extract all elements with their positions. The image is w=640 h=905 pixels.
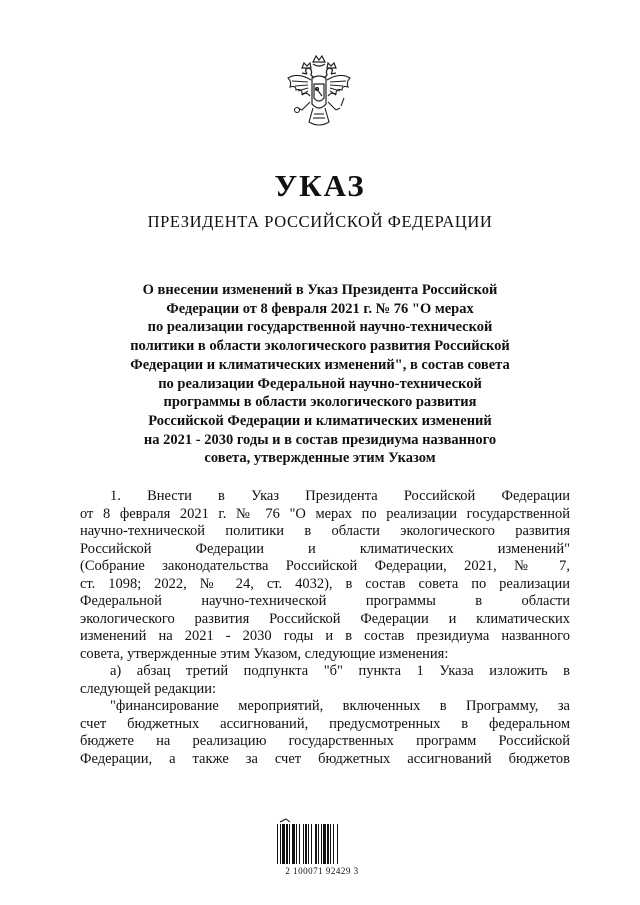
body-line: ст. 1098; 2022, № 24, ст. 4032), в состав совета по реализации bbox=[80, 575, 570, 592]
decree-body bbox=[80, 488, 570, 768]
title-line: по реализации государственной научно-технической bbox=[147, 319, 493, 336]
issuer-heading: ПРЕЗИДЕНТА РОССИЙСКОЙ ФЕДЕРАЦИИ bbox=[147, 212, 493, 231]
title-line: на 2021 - 2030 годы и в состав президиума названного bbox=[143, 431, 497, 448]
title-line: совета, утвержденные этим Указом bbox=[204, 450, 436, 467]
body-line: следующей редакции: bbox=[80, 680, 217, 697]
title-line: О внесении изменений в Указ Президента Российской bbox=[142, 282, 498, 298]
body-line: Федеральной научно-технической программы в области bbox=[80, 593, 570, 609]
title-line: по реализации Федеральной научно-технической bbox=[158, 375, 482, 392]
barcode-icon bbox=[276, 818, 362, 872]
decree-title bbox=[80, 281, 560, 468]
body-line: "финансирование мероприятий, включенных в Программу, за bbox=[110, 698, 570, 714]
body-line: совета, утвержденные этим Указом, следующие изменения: bbox=[80, 645, 449, 662]
body-line: 1. Внести в Указ Президента Российской Федерации bbox=[110, 488, 570, 504]
title-line: Федерации от 8 февраля 2021 г. № 76 "О мерах bbox=[166, 300, 474, 317]
body-line: от 8 февраля 2021 г. № 76 "О мерах по реализации государственной bbox=[80, 505, 570, 522]
title-line: Российской Федерации и климатических изменений bbox=[148, 412, 492, 429]
title-line: политики в области экологического развития Российской bbox=[130, 338, 510, 355]
body-line: (Собрание законодательства Российской Федерации, 2021, № 7, bbox=[80, 558, 570, 574]
coat-of-arms-icon bbox=[280, 52, 358, 138]
barcode-number: 2 100071 92429 3 bbox=[285, 866, 359, 876]
body-line: счет бюджетных ассигнований, предусмотренных в федеральном bbox=[80, 715, 570, 732]
document-type: УКАЗ bbox=[274, 168, 366, 203]
title-line: программы в области экологического развития bbox=[163, 394, 477, 411]
body-line: а) абзац третий подпункта "б" пункта 1 Указа изложить в bbox=[110, 663, 570, 679]
body-line: изменений на 2021 - 2030 годы и в состав президиума названного bbox=[80, 628, 570, 644]
body-line: научно-технической политики в области экологического развития bbox=[80, 523, 570, 539]
body-line: Федерации, а также за счет бюджетных ассигнований бюджетов bbox=[80, 750, 570, 767]
body-line: Российской Федерации и климатических изменений" bbox=[80, 540, 570, 557]
body-line: бюджете на реализацию государственных программ Российской bbox=[80, 733, 570, 749]
title-line: Федерации и климатических изменений", в состав совета bbox=[130, 356, 510, 373]
body-line: экологического развития Российской Федерации и климатических bbox=[80, 610, 570, 627]
